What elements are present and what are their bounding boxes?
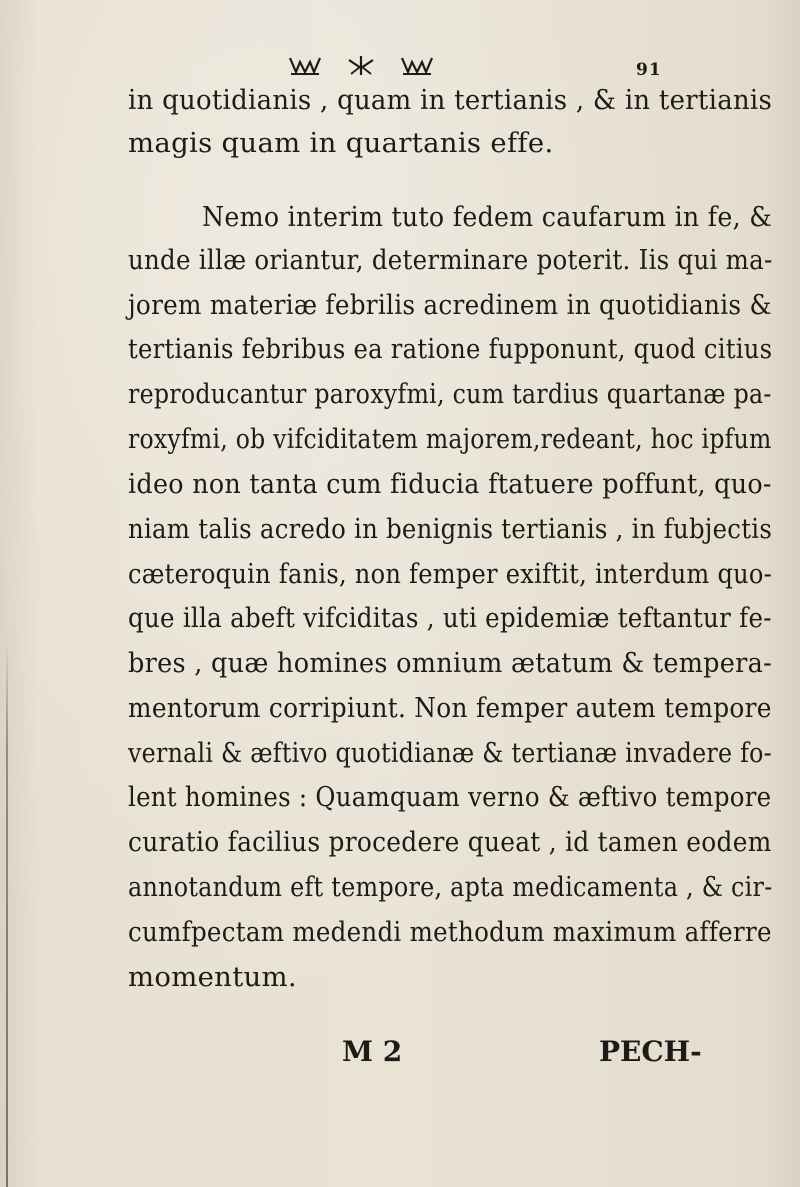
- page-number: 91: [636, 60, 662, 80]
- text-line: unde illæ oriantur, determinare poterit. Iis qui ma-: [128, 244, 773, 276]
- text-line: magis quam in quartanis effe.: [128, 127, 554, 159]
- text-line: Nemo interim tuto fedem caufarum in fe, &: [202, 201, 773, 233]
- ornament-icon: [344, 54, 378, 76]
- text-line: in quotidianis , quam in tertianis , & in tertianis: [128, 84, 773, 116]
- page-edge-shadow: [6, 640, 8, 1187]
- header-ornament: [288, 54, 434, 76]
- text-line: niam talis acredo in benignis tertianis , in fubjectis: [128, 513, 773, 545]
- text-line: bres , quæ homines omnium ætatum & tempera-: [128, 647, 773, 679]
- text-line: cumfpectam medendi methodum maximum afferre: [128, 916, 772, 948]
- text-line: roxyfmi, ob vifciditatem majorem,redeant, hoc ipfum: [128, 423, 772, 455]
- text-line: vernali & æftivo quotidianæ & tertianæ invadere fo-: [128, 737, 772, 769]
- ornament-icon: [400, 54, 434, 76]
- text-line: annotandum eft tempore, apta medicamenta , & cir-: [128, 871, 773, 903]
- text-line: ideo non tanta cum fiducia ftatuere poffunt, quo-: [128, 468, 772, 500]
- signature-mark: M 2: [342, 1035, 403, 1068]
- text-line: tertianis febribus ea ratione fupponunt, quod citius: [128, 333, 773, 365]
- text-line: mentorum corripiunt. Non femper autem tempore: [128, 692, 772, 724]
- ornament-icon: [288, 54, 322, 76]
- text-line: momentum.: [128, 961, 297, 993]
- text-line: lent homines : Quamquam verno & æftivo tempore: [128, 781, 772, 813]
- catchword: PECH-: [599, 1035, 702, 1068]
- text-line: cæteroquin fanis, non femper exiftit, interdum quo-: [128, 558, 773, 590]
- text-line: reproducantur paroxyfmi, cum tardius quartanæ pa-: [128, 378, 772, 410]
- text-line: jorem materiæ febrilis acredinem in quotidianis &: [128, 289, 772, 321]
- text-line: que illa abeft vifciditas , uti epidemiæ teftantur fe-: [128, 602, 772, 634]
- text-line: curatio facilius procedere queat , id tamen eodem: [128, 826, 772, 858]
